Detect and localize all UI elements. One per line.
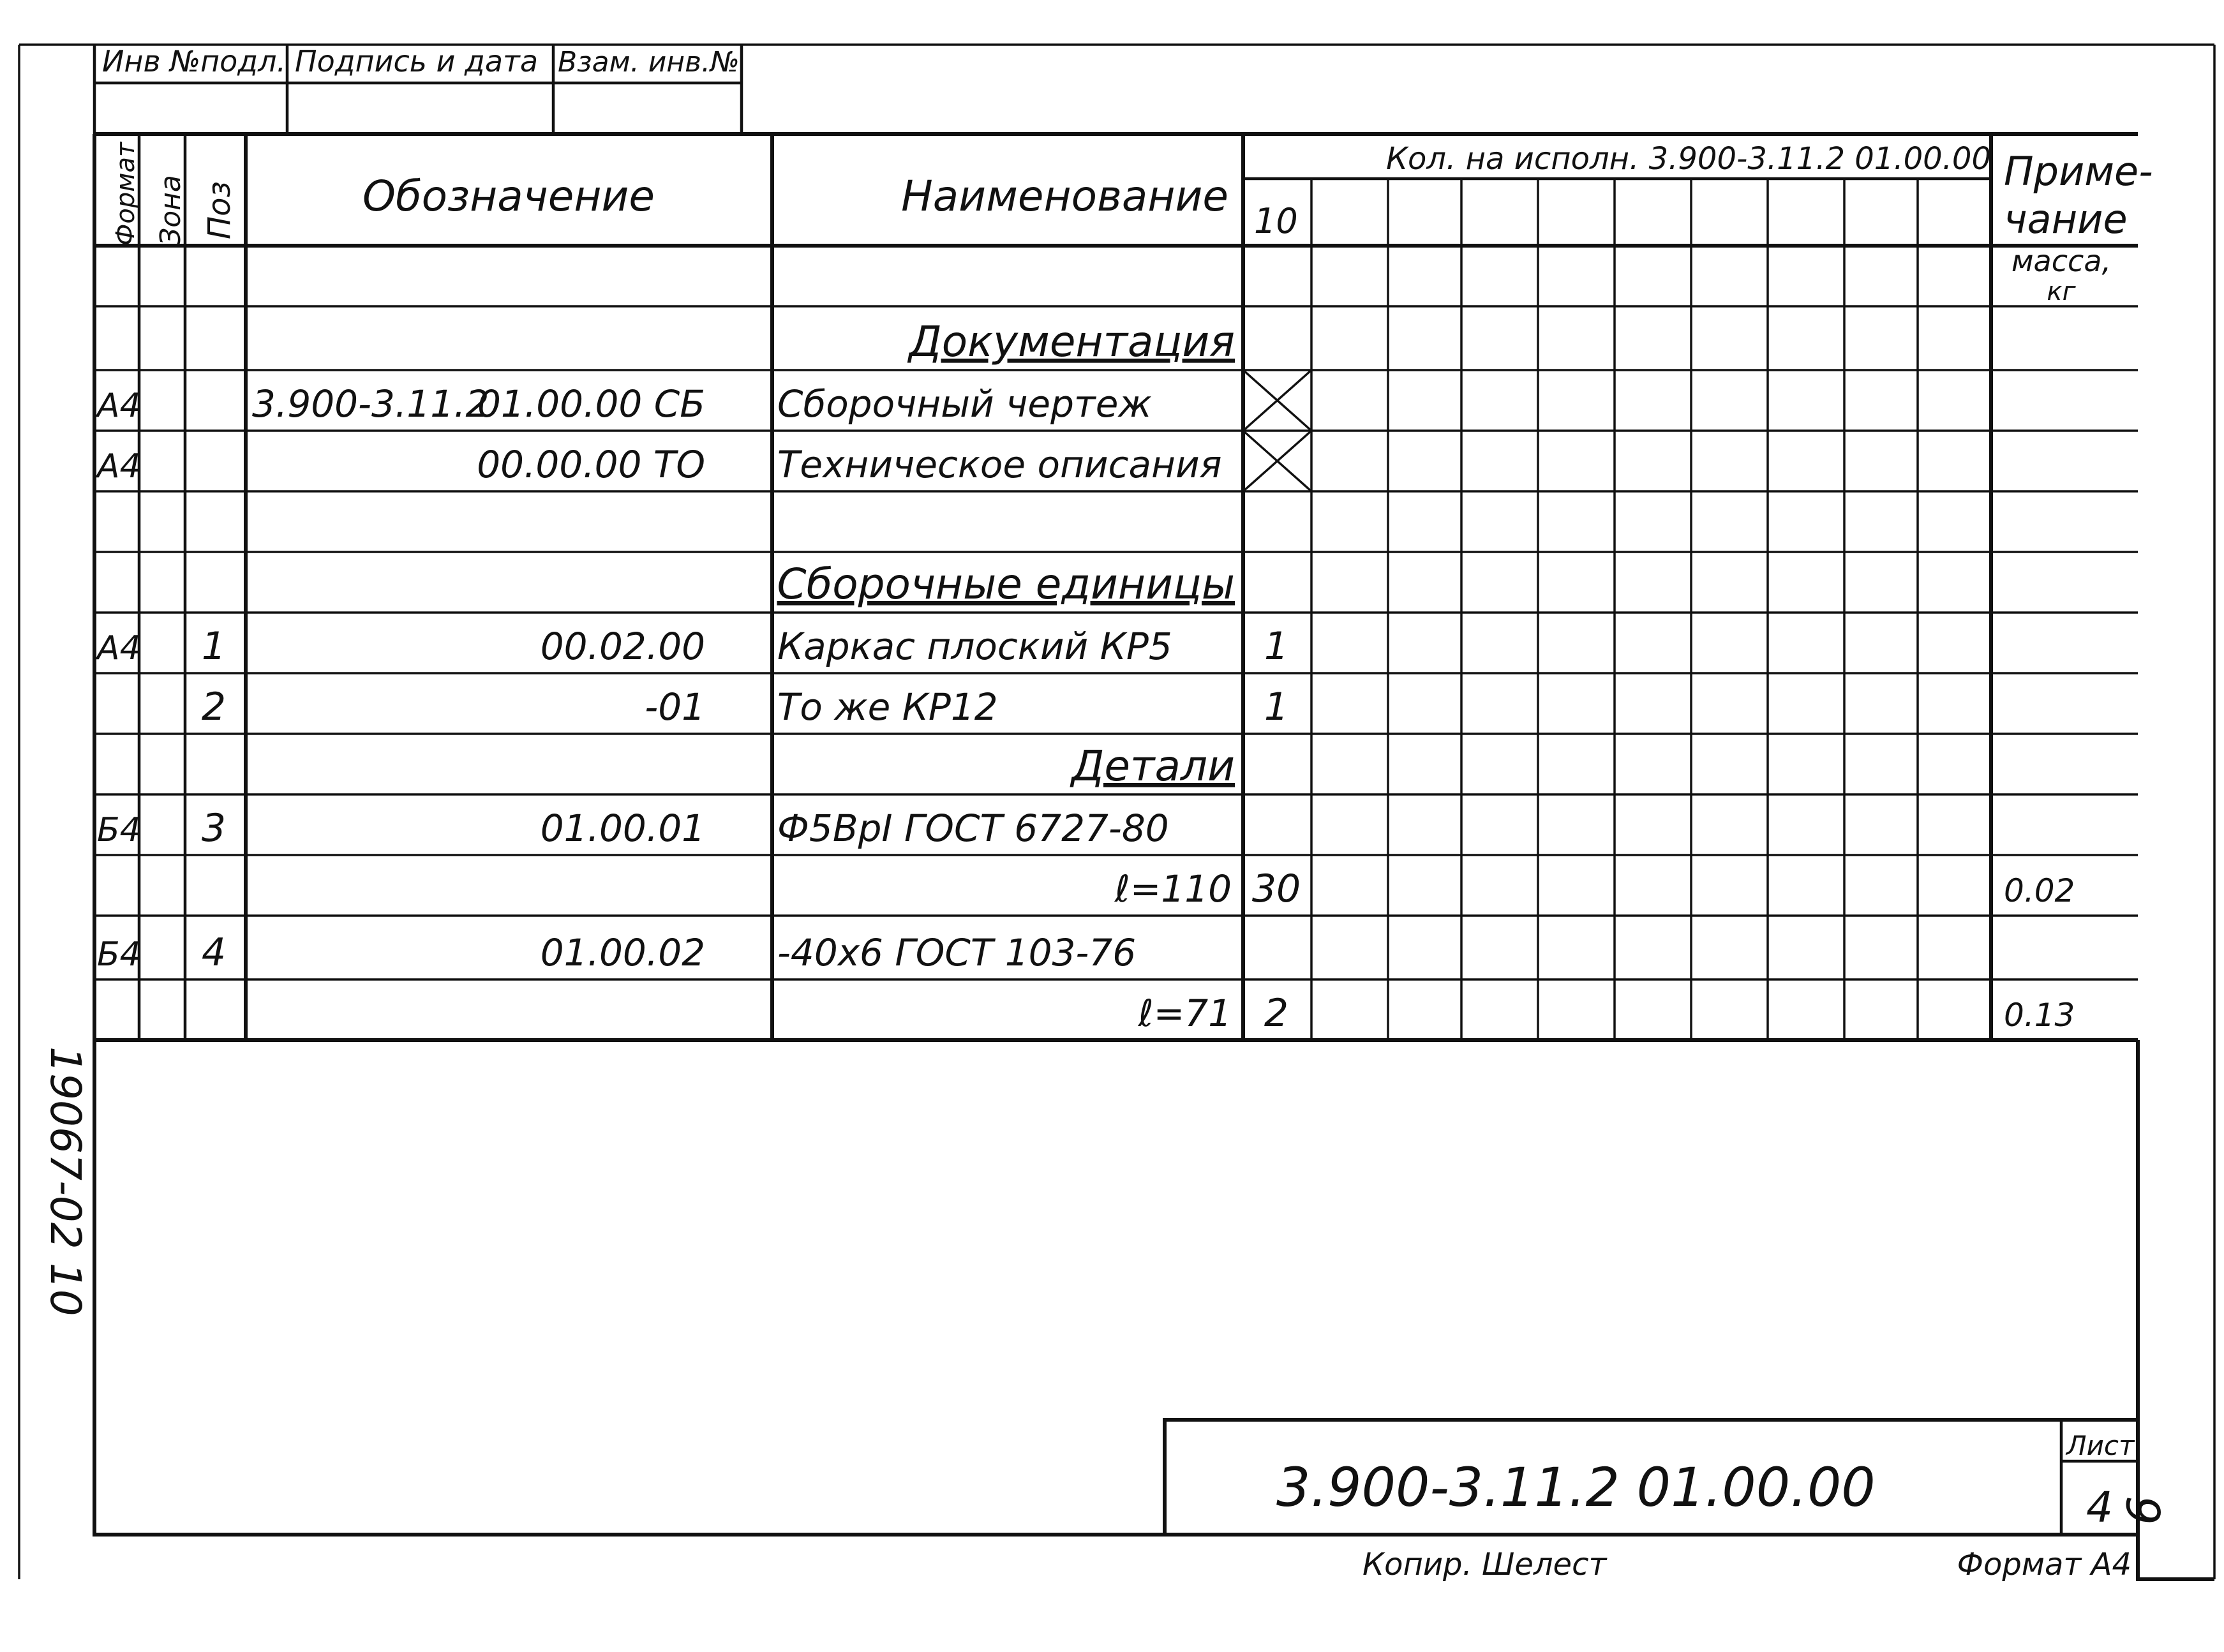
header-designation: Обозначение: [362, 172, 655, 221]
stamp-signature-date: Подпись и дата: [295, 44, 539, 78]
cell-name: Ф5ВрI ГОСТ 6727-80: [777, 807, 1169, 850]
header-name: Наименование: [901, 172, 1228, 221]
cell-name: То же КР12: [777, 685, 998, 729]
table-header: [111, 141, 2153, 306]
title-block: [1165, 1420, 2171, 1535]
cell-name: Техническое описания: [777, 443, 1222, 486]
cell-name: Сборочный чертеж: [777, 382, 1152, 426]
section-heading: Документация: [909, 317, 1235, 366]
header-zone: Зона: [154, 175, 187, 246]
cell-designation: 01.00.02: [540, 931, 705, 974]
cell-designation: 01.00.00 СБ: [477, 382, 705, 426]
cell-name: Каркас плоский КР5: [777, 625, 1172, 668]
sheet-number: 4: [2086, 1483, 2113, 1532]
header-qty-title: Кол. на исполн. 3.900-3.11.2 01.00.00: [1385, 141, 1991, 177]
header-mass-line1: масса,: [2011, 244, 2112, 278]
cell-pos: 3: [201, 806, 227, 851]
stamp-replace-inv: Взам. инв.№: [558, 46, 740, 78]
header-format: Формат: [111, 142, 140, 246]
cell-format: А4: [97, 387, 141, 425]
cell-designation: 00.02.00: [540, 625, 705, 668]
cell-qty: 2: [1264, 991, 1289, 1036]
title-block-code: 3.900-3.11.2 01.00.00: [1276, 1456, 1876, 1519]
side-archive-number: 19067-02 10: [41, 1046, 90, 1316]
stamp-top: [94, 44, 742, 134]
cell-qty: 30: [1251, 867, 1301, 911]
cell-pos: 2: [201, 685, 227, 729]
header-exec-10: 10: [1254, 201, 1298, 241]
cell-note: 0.13: [2004, 997, 2075, 1034]
footer-copied: Копир. Шелест: [1362, 1547, 1607, 1582]
header-note-line2: чание: [2004, 196, 2128, 242]
section-heading: Сборочные единицы: [777, 560, 1235, 609]
header-mass-line2: кг: [2047, 277, 2076, 306]
cell-pos: 4: [201, 930, 227, 975]
stamp-inv-no: Инв №подл.: [102, 44, 287, 78]
corner-number: 6: [2117, 1496, 2171, 1525]
cell-format: Б4: [97, 811, 141, 849]
cell-designation: 00.00.00 ТО: [477, 443, 705, 486]
spec-table-rows: [95, 317, 2075, 1036]
cell-name: ℓ=110: [1114, 867, 1232, 911]
cell-designation: -01: [645, 685, 705, 729]
cross-mark: [1243, 370, 1311, 431]
header-pos: Поз: [202, 181, 237, 239]
cell-qty: 1: [1264, 624, 1289, 669]
cell-designation: 3.900-3.11.2: [252, 382, 489, 426]
footer-format: Формат А4: [1957, 1547, 2131, 1582]
cell-format: Б4: [97, 935, 141, 974]
cell-format: А4: [97, 629, 141, 667]
cell-pos: 1: [201, 624, 227, 669]
cell-designation: 01.00.01: [540, 807, 705, 850]
cell-qty: 1: [1264, 685, 1289, 729]
section-heading: Детали: [1071, 741, 1235, 791]
cell-format: А4: [97, 447, 141, 486]
cell-note: 0.02: [2004, 872, 2075, 909]
sheet-label: Лист: [2066, 1430, 2135, 1461]
footer: [1362, 1547, 2131, 1582]
cell-name: -40x6 ГОСТ 103-76: [777, 931, 1137, 974]
cross-mark: [1243, 431, 1311, 491]
cell-name: ℓ=71: [1138, 992, 1232, 1035]
header-note-line1: Приме-: [2004, 148, 2153, 195]
